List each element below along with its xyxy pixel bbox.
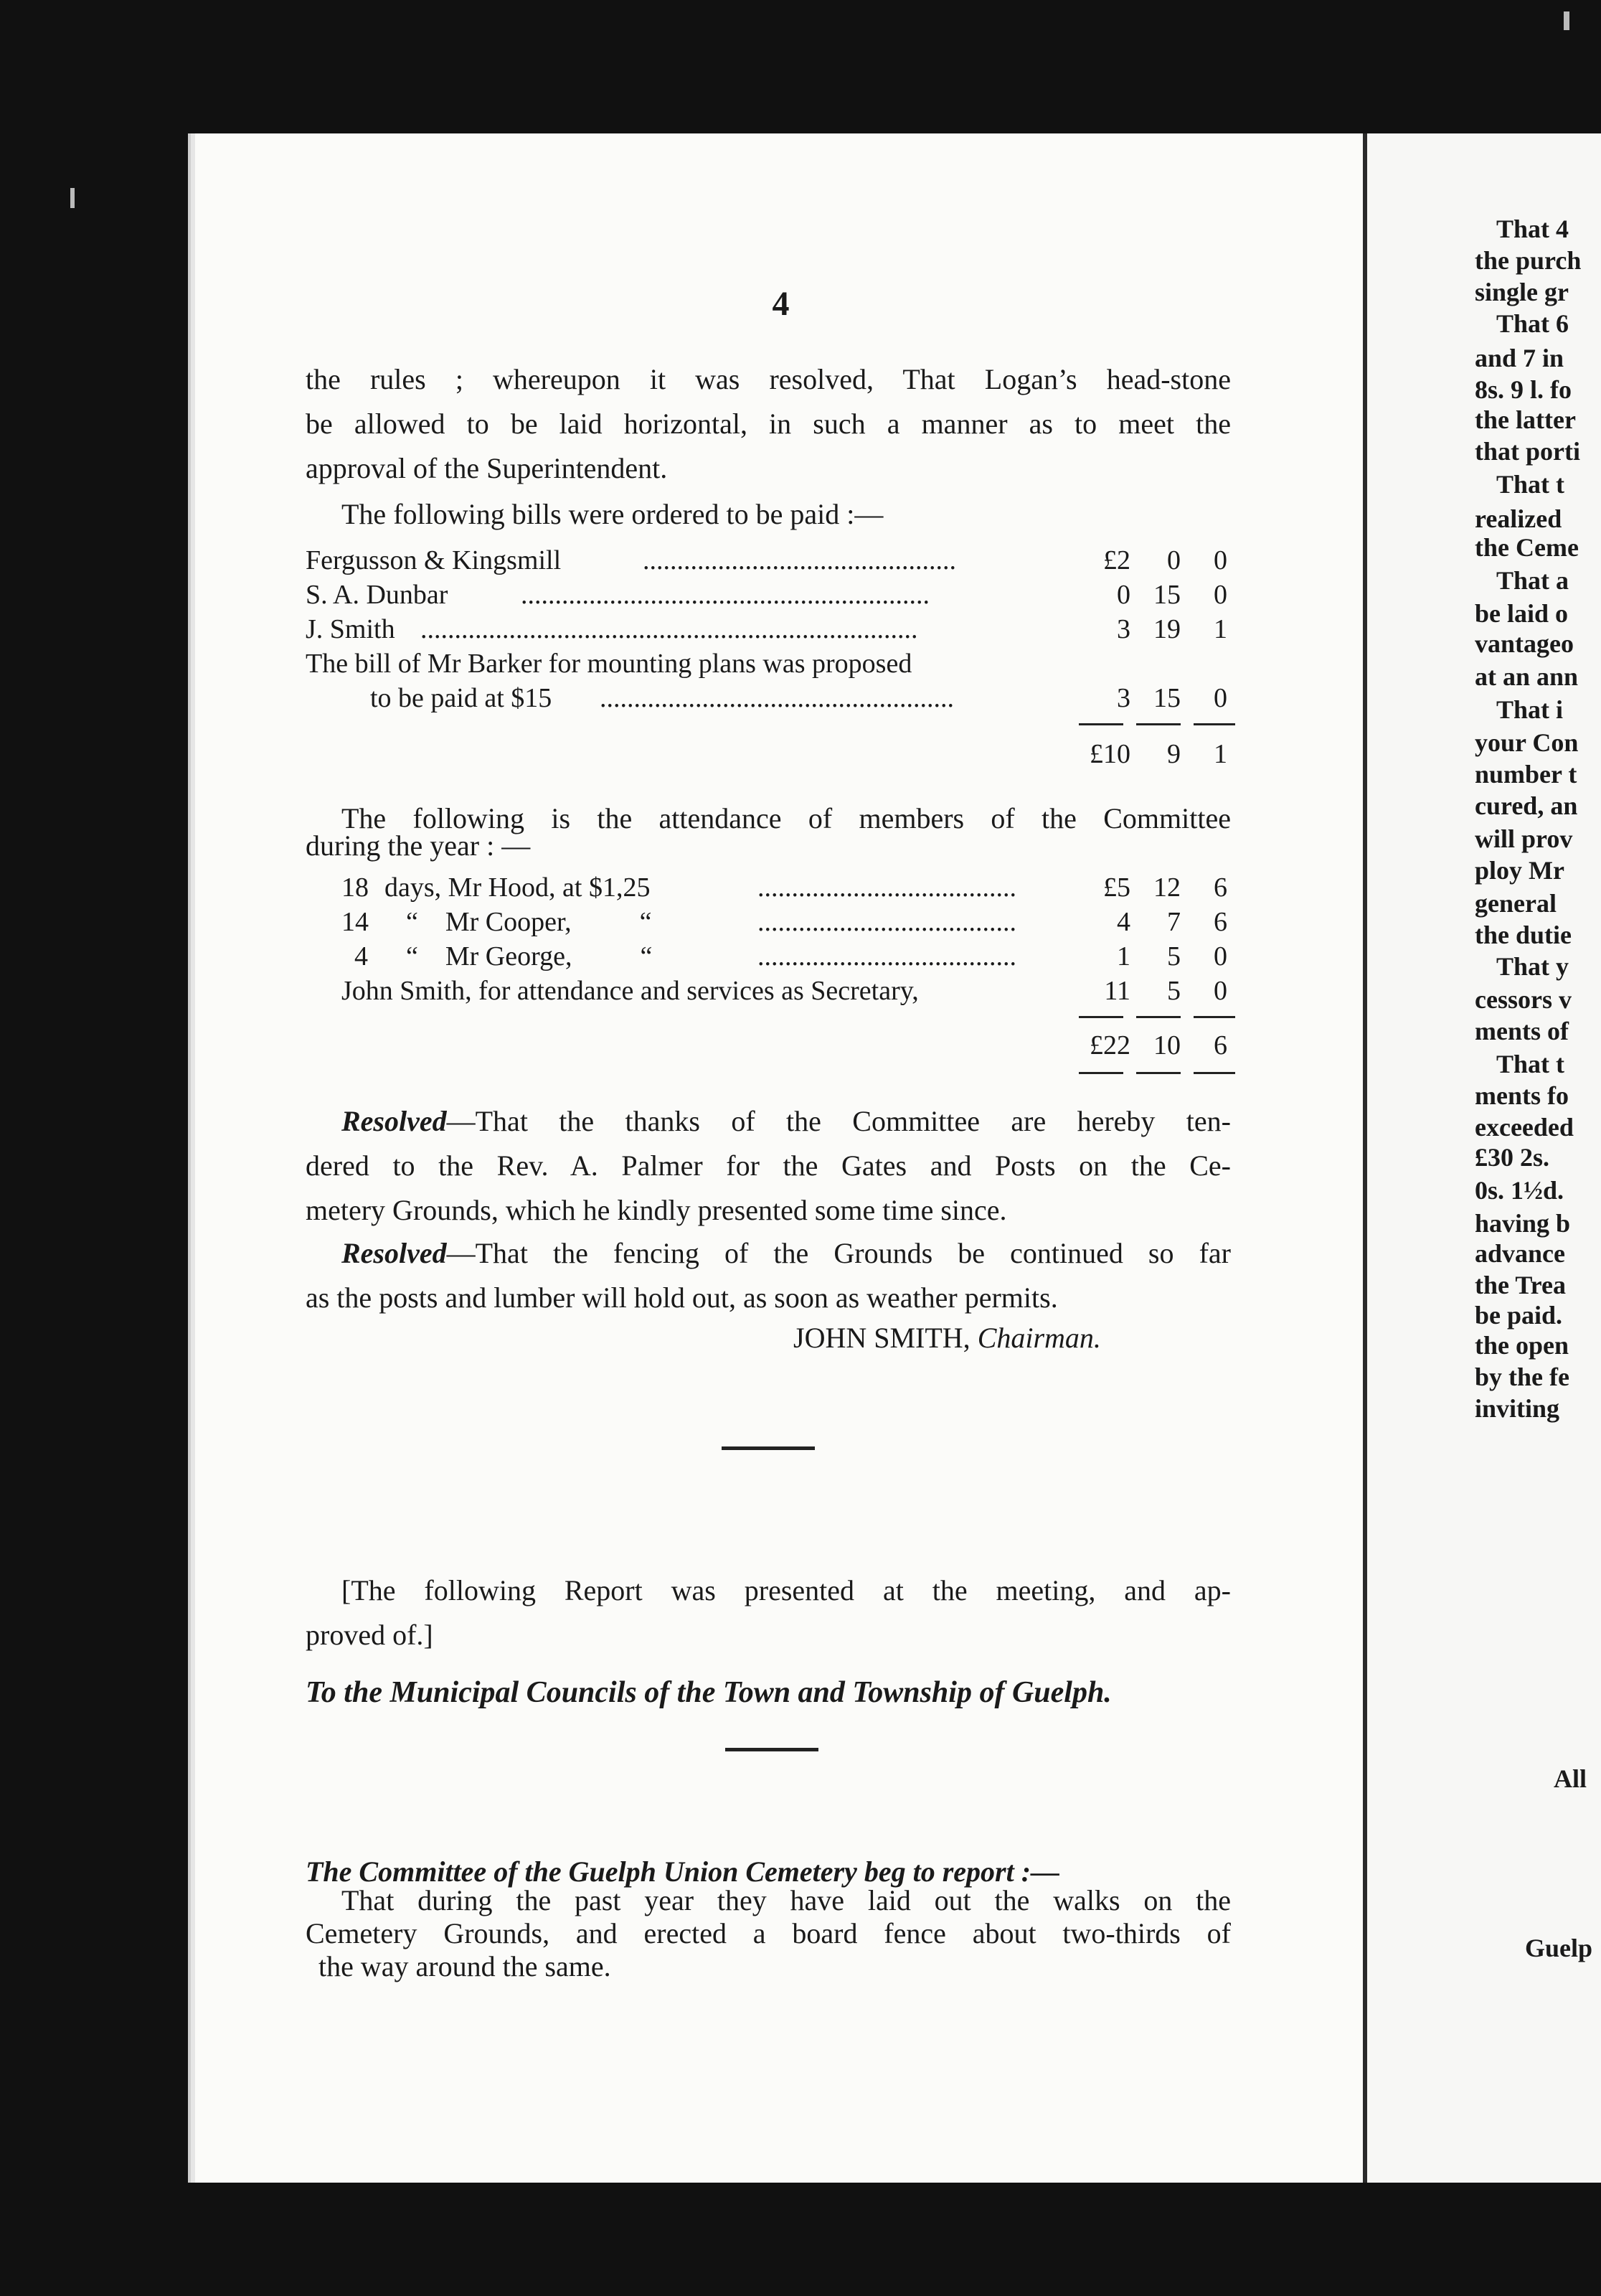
attendance-pence: 6: [1214, 907, 1227, 937]
leader-dots: ......................................: [757, 941, 1016, 971]
paragraph-line: approval of the Superintendent.: [306, 452, 668, 484]
attendance-row: [341, 974, 1238, 1007]
total-pounds: £22: [1090, 1030, 1130, 1060]
right-page-fragment: That i: [1496, 695, 1564, 724]
bill-name: Fergusson & Kingsmill: [306, 545, 562, 575]
attendance-shillings: 5: [1167, 976, 1181, 1006]
sum-rule: [1194, 723, 1235, 725]
right-page-fragment: 8s. 9 l. fo: [1475, 375, 1572, 404]
attendance-shillings: 12: [1153, 872, 1181, 903]
total-shillings: 10: [1153, 1030, 1181, 1060]
attendance-pence: 6: [1214, 872, 1227, 903]
right-page-fragment: and 7 in: [1475, 344, 1564, 372]
right-page-fragment: 0s. 1½d.: [1475, 1176, 1564, 1205]
bill-shillings: 19: [1153, 614, 1181, 644]
attendance-row: [341, 905, 1238, 938]
report-note: proved of.]: [306, 1619, 433, 1651]
left-page: [188, 133, 1371, 2183]
bill-row: [306, 613, 1238, 646]
right-page-fragment: That a: [1496, 566, 1569, 595]
resolution-line: [341, 1099, 1231, 1144]
bill-shillings: 15: [1153, 580, 1181, 610]
total-pounds: £10: [1090, 739, 1130, 769]
right-page-fragment: exceeded: [1475, 1113, 1574, 1142]
attendance-pounds: £5: [1103, 872, 1130, 903]
resolved-label: Resolved: [341, 1237, 447, 1269]
bill-pounds: £2: [1103, 545, 1130, 575]
leader-dots: ............................................................: [521, 580, 930, 610]
right-page-fragment: the open: [1475, 1331, 1569, 1360]
resolution-line: metery Grounds, which he kindly presented some time since.: [306, 1194, 1007, 1226]
attendance-label: days, Mr Hood, at $1,25: [384, 872, 651, 903]
report-note: [The following Report was presented at the meeting, and ap-: [341, 1574, 1231, 1606]
right-page-fragment: vantageo: [1475, 629, 1574, 658]
bill-pence: 0: [1214, 545, 1227, 575]
right-page-fragment: be paid.: [1475, 1301, 1563, 1330]
leader-dots: .........................................................................: [420, 614, 918, 644]
right-page-fragment: your Con: [1475, 728, 1579, 757]
attendance-pence: 0: [1214, 976, 1227, 1006]
right-page-fragment: £30 2s.: [1475, 1143, 1550, 1172]
bill-row: [306, 647, 1238, 680]
right-page-fragment: the latter: [1475, 405, 1576, 434]
right-page-fragment: cessors v: [1475, 985, 1572, 1014]
sum-rule: [1136, 1016, 1181, 1018]
scan-speck: [70, 188, 75, 208]
scan-speck: [1564, 11, 1569, 30]
report-line: the way around the same.: [318, 1950, 611, 1982]
sum-rule: [1194, 1016, 1235, 1018]
total-pence: 6: [1214, 1030, 1227, 1060]
signature-title: Chairman.: [977, 1322, 1101, 1354]
resolved-label: Resolved: [341, 1105, 447, 1137]
right-page-fragment: the Ceme: [1475, 533, 1579, 562]
attendance-days: 14: [341, 907, 369, 937]
section-divider: [722, 1446, 815, 1450]
leader-dots: ....................................................: [600, 683, 954, 713]
right-page-fragment: general: [1475, 889, 1557, 918]
total-shillings: 9: [1167, 739, 1181, 769]
bill-pence: 1: [1214, 614, 1227, 644]
bill-shillings: 15: [1153, 683, 1181, 713]
paragraph-line: the rules ; whereupon it was resolved, That Logan’s head-stone: [306, 363, 1231, 395]
right-page-fragment: ments of: [1475, 1017, 1569, 1045]
bill-shillings: 0: [1167, 545, 1181, 575]
right-page-fragment: the purch: [1475, 246, 1582, 275]
section-divider: [725, 1748, 818, 1751]
attendance-pence: 0: [1214, 941, 1227, 971]
bill-name: The bill of Mr Barker for mounting plans was proposed: [306, 649, 912, 679]
right-page-fragment: number t: [1475, 760, 1577, 789]
attendance-label: “ Mr George, “: [406, 941, 653, 971]
right-page-fragment: inviting: [1475, 1394, 1560, 1423]
attendance-pounds: 1: [1117, 941, 1130, 971]
right-page-fragment: realized: [1475, 504, 1562, 533]
sum-rule: [1136, 1072, 1181, 1074]
bill-row: [306, 544, 1238, 577]
sum-rule: [1079, 1016, 1123, 1018]
sum-rule: [1079, 1072, 1123, 1074]
attendance-label: John Smith, for attendance and services as Secretary,: [341, 976, 919, 1006]
bill-pounds: 3: [1117, 683, 1130, 713]
right-page-fragment: ments fo: [1475, 1081, 1569, 1110]
right-page-fragment: That y: [1496, 952, 1569, 981]
leader-dots: ..............................................: [643, 545, 956, 575]
right-page-fragment: All: [1554, 1764, 1587, 1793]
attendance-pounds: 11: [1104, 976, 1130, 1006]
attendance-row: [341, 940, 1238, 973]
sum-rule: [1079, 723, 1123, 725]
right-page-fragment: That t: [1496, 470, 1565, 499]
bill-row: [306, 682, 1238, 715]
right-page-fragment: That 6: [1496, 309, 1569, 338]
bill-pence: 0: [1214, 580, 1227, 610]
attendance-total-row: [306, 1029, 1238, 1062]
right-page-fragment: That t: [1496, 1050, 1565, 1078]
report-line: Cemetery Grounds, and erected a board fence about two-thirds of: [306, 1917, 1231, 1949]
page-number: 4: [772, 285, 790, 323]
leader-dots: ......................................: [757, 872, 1016, 903]
right-page-fragment: the dutie: [1475, 921, 1572, 949]
right-page-fragment: advance: [1475, 1239, 1565, 1268]
paragraph-line: be allowed to be laid horizontal, in such a manner as to meet the: [306, 408, 1231, 440]
attendance-days: 4: [354, 941, 368, 971]
right-page-fragment: at an ann: [1475, 662, 1579, 691]
sum-rule: [1194, 1072, 1235, 1074]
leader-dots: ......................................: [757, 907, 1016, 937]
bill-pounds: 3: [1117, 614, 1130, 644]
bill-name: to be paid at $15: [370, 683, 552, 713]
right-page-fragment: ploy Mr: [1475, 856, 1564, 885]
bills-intro: The following bills were ordered to be paid :—: [341, 498, 884, 530]
right-page-fragment: Guelp: [1525, 1934, 1593, 1962]
address-heading: To the Municipal Councils of the Town and Township of Guelph.: [306, 1676, 1112, 1709]
resolution-line: [341, 1231, 1231, 1276]
attendance-label: “ Mr Cooper, “: [406, 907, 652, 937]
signature-name: JOHN SMITH,: [793, 1322, 970, 1354]
right-page-fragment: That 4: [1496, 215, 1569, 243]
right-page-fragment: cured, an: [1475, 791, 1578, 820]
attendance-shillings: 7: [1167, 907, 1181, 937]
total-pence: 1: [1214, 739, 1227, 769]
attendance-shillings: 5: [1167, 941, 1181, 971]
attendance-intro: The following is the attendance of members of the Committee: [341, 802, 1231, 834]
right-page: [1363, 133, 1601, 2183]
bills-total-row: [306, 738, 1238, 771]
resolution-text: —That the fencing of the Grounds be continued so far: [446, 1237, 1231, 1269]
right-page-fragment: the Trea: [1475, 1271, 1566, 1299]
right-page-fragment: will prov: [1475, 824, 1573, 853]
committee-heading: The Committee of the Guelph Union Cemetery beg to report :—: [306, 1855, 1060, 1888]
attendance-pounds: 4: [1117, 907, 1130, 937]
attendance-row: [341, 871, 1238, 904]
right-page-fragment: by the fe: [1475, 1363, 1569, 1391]
bill-row: [306, 578, 1238, 611]
sum-rule: [1136, 723, 1181, 725]
right-page-fragment: that porti: [1475, 437, 1580, 466]
bill-name: J. Smith: [306, 614, 395, 644]
right-page-fragment: single gr: [1475, 278, 1569, 306]
resolution-text: —That the thanks of the Committee are hereby ten-: [446, 1105, 1231, 1137]
bill-name: S. A. Dunbar: [306, 580, 448, 610]
bill-pence: 0: [1214, 683, 1227, 713]
resolution-line: as the posts and lumber will hold out, as soon as weather permits.: [306, 1281, 1058, 1314]
resolution-line: dered to the Rev. A. Palmer for the Gates and Posts on the Ce-: [306, 1149, 1231, 1182]
attendance-days: 18: [341, 872, 369, 903]
attendance-intro: during the year : —: [306, 829, 531, 862]
right-page-fragment: be laid o: [1475, 599, 1569, 628]
signature: [793, 1316, 1224, 1360]
right-page-fragment: having b: [1475, 1209, 1571, 1238]
bill-pounds: 0: [1117, 580, 1130, 610]
report-line: That during the past year they have laid out the walks on the: [341, 1884, 1231, 1916]
